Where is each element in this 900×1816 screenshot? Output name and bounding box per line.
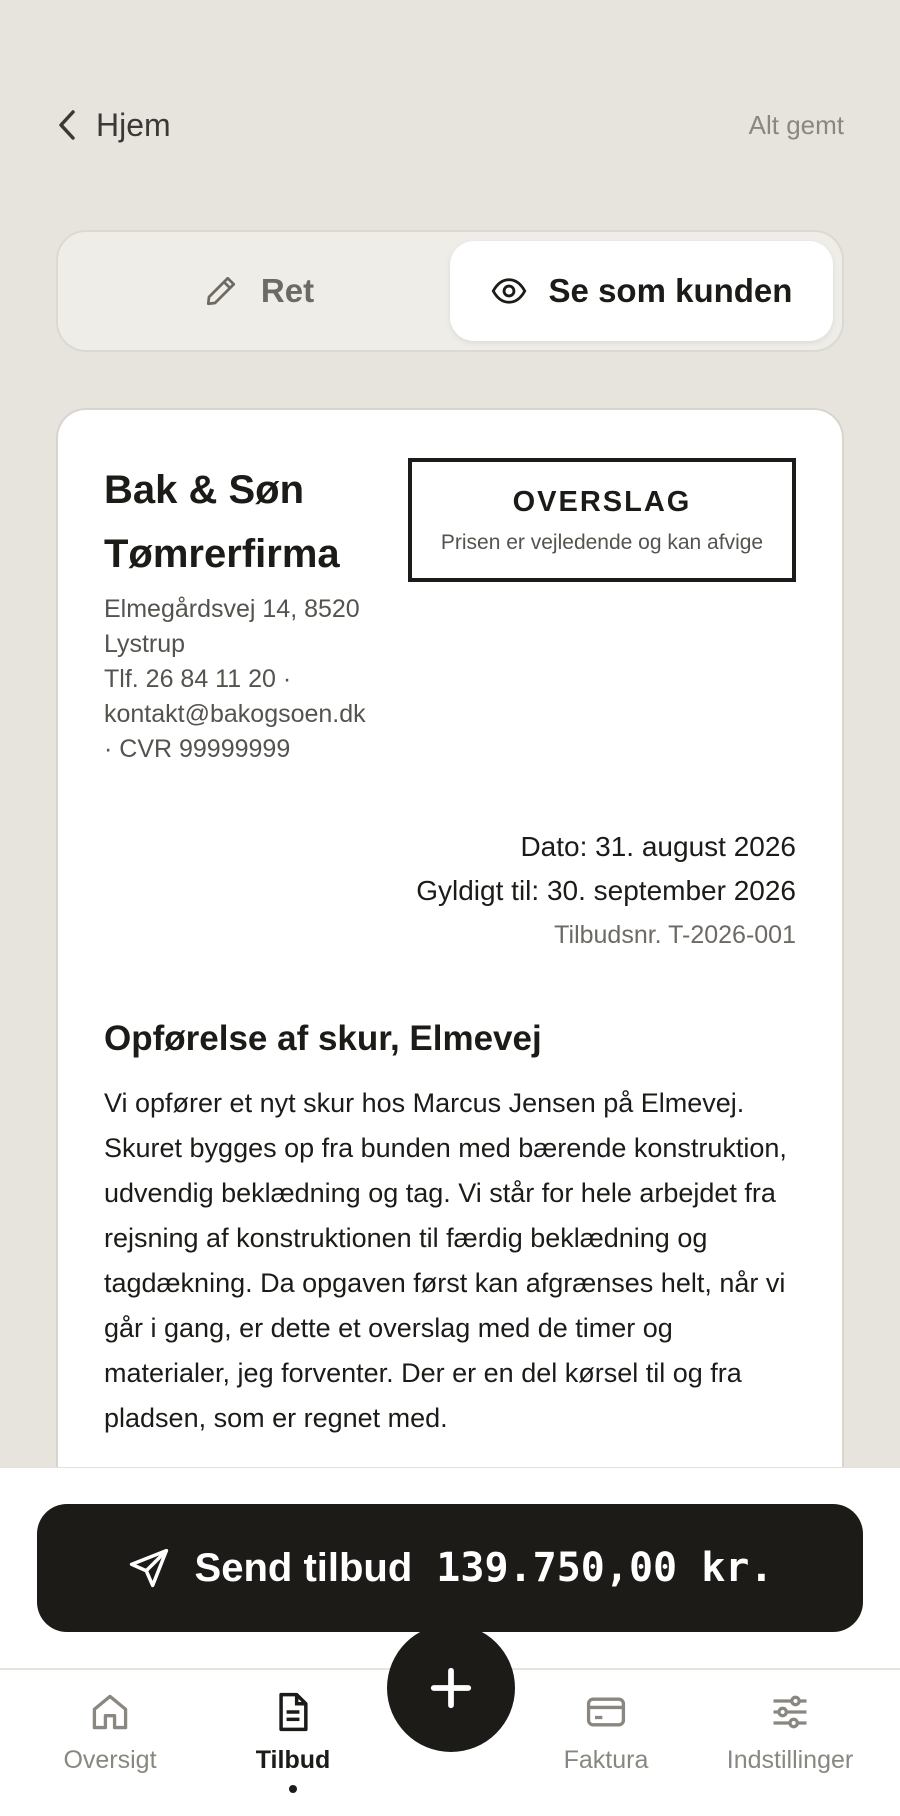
eye-icon [491,273,527,309]
stamp-subtitle: Prisen er vejledende og kan afvige [440,530,764,554]
document-meta [104,825,796,957]
nav-label-tilbud: Tilbud [255,1746,331,1774]
company-info-line: kontakt@bakogsoen.dk [104,700,366,728]
home-icon [88,1690,132,1734]
stamp-title: OVERSLAG [512,485,692,518]
company-contact-info [104,592,394,767]
nav-item-faktura[interactable] [516,1690,696,1775]
job-description: Vi opfører et nyt skur hos Marcus Jensen på Elmevej. Skuret bygges op fra bunden med bærende konstruktion, udvendig beklædning og tag. Vi står for hele arbejdet fra rejsning af konstruktionen til færdig beklædning og tagdækning. Da opgaven først kan afgrænses helt, når vi går i gang, er dette et overslag med de timer og materialer, jeg forventer. Der er en del kørsel til og fra pladsen, som er regnet med. [104,1088,787,1433]
pencil-icon [203,273,239,309]
nav-label-faktura: Faktura [563,1746,649,1774]
active-indicator-dot [289,1785,297,1793]
company-info-line: Elmegårdsvej 14, 8520 [104,595,360,623]
plus-icon [428,1665,474,1711]
save-status: Alt gemt [748,109,844,140]
nav-item-oversigt[interactable] [20,1690,200,1775]
company-name-line-1: Bak & Søn [104,468,305,512]
edit-tab[interactable] [67,241,450,341]
company-name-line-2: Tømrerfirma [104,532,340,576]
company-info-line: Lystrup [104,630,186,658]
add-fab-button[interactable] [387,1624,515,1752]
nav-item-tilbud[interactable] [203,1690,383,1793]
company-info-line: · CVR 99999999 [104,735,291,763]
nav-label-oversigt: Oversigt [63,1746,157,1774]
nav-label-indstillinger: Indstillinger [726,1746,854,1774]
top-bar [56,100,844,150]
preview-tab-label: Se som kunden [548,272,793,309]
send-button-amount: 139.750,00 kr. [436,1545,774,1591]
valid-until-line: Gyldigt til: 30. september 2026 [416,875,796,906]
nav-item-indstillinger[interactable] [700,1690,880,1775]
view-mode-toggle [56,230,844,352]
company-info-line: Tlf. 26 84 11 20 · [104,665,292,693]
document-header [104,458,796,767]
job-title: Opførelse af skur, Elmevej [104,1019,542,1058]
send-quote-button[interactable] [37,1504,863,1632]
credit-card-icon [584,1690,628,1734]
estimate-stamp [408,458,796,582]
back-label: Hjem [96,106,171,143]
quote-document [56,408,844,1528]
chevron-left-icon [56,108,78,142]
back-button[interactable] [56,107,171,144]
date-line: Dato: 31. august 2026 [520,831,796,862]
sliders-icon [768,1690,812,1734]
send-icon [127,1546,171,1590]
document-icon [271,1690,315,1734]
offer-number: Tilbudsnr. T-2026-001 [554,921,796,949]
send-button-label: Send tilbud [194,1545,413,1590]
preview-tab[interactable] [450,241,833,341]
edit-tab-label: Ret [260,272,315,309]
company-block [104,458,394,767]
